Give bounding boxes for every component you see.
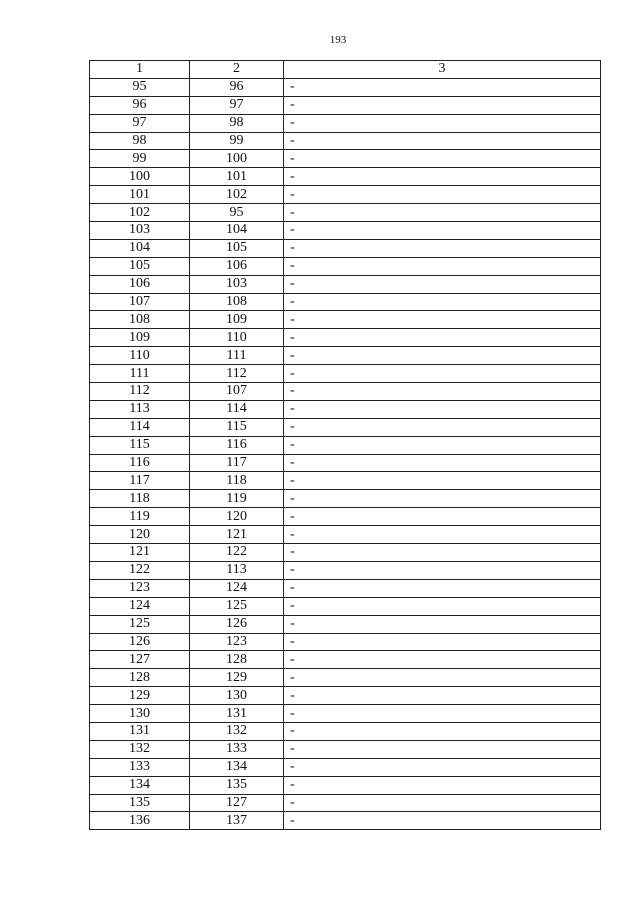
table-cell-col-3: -: [284, 812, 601, 830]
table-cell-col-1: 136: [90, 812, 190, 830]
table-cell-col-3: -: [284, 776, 601, 794]
table-cell-col-2: 121: [190, 526, 284, 544]
table-row: [90, 168, 601, 186]
table-cell-col-1: 116: [90, 454, 190, 472]
table-cell-col-3: -: [284, 740, 601, 758]
table-cell-col-3: -: [284, 633, 601, 651]
table-cell-col-3: -: [284, 293, 601, 311]
table-cell-col-1: 125: [90, 615, 190, 633]
table-cell-col-1: 129: [90, 687, 190, 705]
table-cell-col-2: 125: [190, 597, 284, 615]
table-cell-col-2: 108: [190, 293, 284, 311]
table-cell-col-1: 118: [90, 490, 190, 508]
table-cell-col-2: 118: [190, 472, 284, 490]
table-row: [90, 669, 601, 687]
table-cell-col-1: 109: [90, 329, 190, 347]
table-cell-col-2: 98: [190, 114, 284, 132]
table-cell-col-3: -: [284, 597, 601, 615]
table-cell-col-1: 105: [90, 257, 190, 275]
table-cell-col-3: -: [284, 722, 601, 740]
table-cell-col-2: 97: [190, 96, 284, 114]
table-cell-col-1: 122: [90, 561, 190, 579]
table-cell-col-2: 130: [190, 687, 284, 705]
table-cell-col-3: -: [284, 758, 601, 776]
table-cell-col-1: 100: [90, 168, 190, 186]
column-header-3: 3: [284, 61, 601, 79]
table-cell-col-1: 132: [90, 740, 190, 758]
table-row: [90, 383, 601, 401]
table-cell-col-1: 108: [90, 311, 190, 329]
table-cell-col-3: -: [284, 561, 601, 579]
table-cell-col-2: 114: [190, 400, 284, 418]
table-cell-col-3: -: [284, 508, 601, 526]
table-cell-col-2: 124: [190, 579, 284, 597]
data-table-container: [89, 60, 600, 830]
table-row: [90, 758, 601, 776]
table-cell-col-2: 104: [190, 222, 284, 240]
table-cell-col-3: -: [284, 544, 601, 562]
table-cell-col-2: 134: [190, 758, 284, 776]
table-row: [90, 347, 601, 365]
table-cell-col-1: 114: [90, 418, 190, 436]
table-row: [90, 579, 601, 597]
table-cell-col-2: 119: [190, 490, 284, 508]
table-cell-col-3: -: [284, 383, 601, 401]
table-cell-col-2: 123: [190, 633, 284, 651]
table-cell-col-2: 127: [190, 794, 284, 812]
table-row: [90, 311, 601, 329]
table-cell-col-1: 99: [90, 150, 190, 168]
table-row: [90, 239, 601, 257]
table-cell-col-1: 126: [90, 633, 190, 651]
table-cell-col-2: 122: [190, 544, 284, 562]
table-cell-col-3: -: [284, 454, 601, 472]
table-cell-col-3: -: [284, 705, 601, 723]
table-cell-col-3: -: [284, 239, 601, 257]
table-cell-col-3: -: [284, 651, 601, 669]
table-cell-col-2: 116: [190, 436, 284, 454]
column-header-2: 2: [190, 61, 284, 79]
table-row: [90, 436, 601, 454]
table-cell-col-1: 119: [90, 508, 190, 526]
table-cell-col-3: -: [284, 794, 601, 812]
table-body: [90, 78, 601, 829]
table-cell-col-2: 126: [190, 615, 284, 633]
table-row: [90, 615, 601, 633]
table-row: [90, 687, 601, 705]
table-row: [90, 293, 601, 311]
table-cell-col-2: 133: [190, 740, 284, 758]
table-cell-col-1: 96: [90, 96, 190, 114]
data-table: [89, 60, 601, 830]
table-cell-col-1: 131: [90, 722, 190, 740]
table-cell-col-1: 103: [90, 222, 190, 240]
table-cell-col-1: 115: [90, 436, 190, 454]
table-cell-col-3: -: [284, 186, 601, 204]
table-row: [90, 329, 601, 347]
table-cell-col-1: 107: [90, 293, 190, 311]
table-row: [90, 508, 601, 526]
table-row: [90, 776, 601, 794]
table-row: [90, 544, 601, 562]
table-cell-col-1: 135: [90, 794, 190, 812]
table-cell-col-3: -: [284, 150, 601, 168]
table-row: [90, 114, 601, 132]
table-cell-col-1: 101: [90, 186, 190, 204]
table-row: [90, 705, 601, 723]
table-row: [90, 132, 601, 150]
table-cell-col-2: 106: [190, 257, 284, 275]
table-cell-col-2: 110: [190, 329, 284, 347]
table-cell-col-3: -: [284, 687, 601, 705]
table-cell-col-3: -: [284, 526, 601, 544]
table-cell-col-3: -: [284, 311, 601, 329]
table-cell-col-1: 111: [90, 365, 190, 383]
table-cell-col-3: -: [284, 168, 601, 186]
table-cell-col-1: 110: [90, 347, 190, 365]
table-row: [90, 222, 601, 240]
table-row: [90, 472, 601, 490]
table-cell-col-3: -: [284, 222, 601, 240]
table-cell-col-2: 117: [190, 454, 284, 472]
table-cell-col-2: 109: [190, 311, 284, 329]
table-cell-col-1: 130: [90, 705, 190, 723]
table-cell-col-1: 124: [90, 597, 190, 615]
table-cell-col-3: -: [284, 669, 601, 687]
table-row: [90, 740, 601, 758]
table-cell-col-1: 95: [90, 78, 190, 96]
table-cell-col-3: -: [284, 400, 601, 418]
table-cell-col-2: 115: [190, 418, 284, 436]
table-cell-col-1: 117: [90, 472, 190, 490]
table-row: [90, 186, 601, 204]
table-cell-col-3: -: [284, 347, 601, 365]
table-row: [90, 96, 601, 114]
table-cell-col-2: 137: [190, 812, 284, 830]
table-cell-col-2: 107: [190, 383, 284, 401]
table-row: [90, 651, 601, 669]
table-cell-col-2: 128: [190, 651, 284, 669]
table-cell-col-2: 131: [190, 705, 284, 723]
table-row: [90, 275, 601, 293]
column-header-1: 1: [90, 61, 190, 79]
table-row: [90, 204, 601, 222]
table-cell-col-3: -: [284, 490, 601, 508]
table-row: [90, 597, 601, 615]
table-cell-col-3: -: [284, 78, 601, 96]
table-cell-col-2: 135: [190, 776, 284, 794]
table-cell-col-1: 112: [90, 383, 190, 401]
table-cell-col-1: 102: [90, 204, 190, 222]
table-row: [90, 812, 601, 830]
table-row: [90, 490, 601, 508]
table-cell-col-3: -: [284, 436, 601, 454]
table-row: [90, 418, 601, 436]
table-row: [90, 365, 601, 383]
page-number: 193: [329, 34, 347, 46]
table-cell-col-1: 113: [90, 400, 190, 418]
table-cell-col-2: 105: [190, 239, 284, 257]
table-header-row: [90, 61, 601, 79]
table-cell-col-1: 106: [90, 275, 190, 293]
table-cell-col-2: 100: [190, 150, 284, 168]
table-cell-col-3: -: [284, 365, 601, 383]
table-cell-col-3: -: [284, 257, 601, 275]
table-cell-col-1: 121: [90, 544, 190, 562]
table-cell-col-2: 129: [190, 669, 284, 687]
table-row: [90, 78, 601, 96]
table-cell-col-2: 95: [190, 204, 284, 222]
table-cell-col-1: 134: [90, 776, 190, 794]
table-cell-col-3: -: [284, 275, 601, 293]
table-cell-col-2: 101: [190, 168, 284, 186]
table-cell-col-3: -: [284, 132, 601, 150]
table-cell-col-2: 132: [190, 722, 284, 740]
table-row: [90, 633, 601, 651]
table-cell-col-2: 103: [190, 275, 284, 293]
table-row: [90, 454, 601, 472]
table-cell-col-2: 102: [190, 186, 284, 204]
table-cell-col-2: 113: [190, 561, 284, 579]
table-cell-col-1: 120: [90, 526, 190, 544]
table-row: [90, 526, 601, 544]
table-cell-col-2: 112: [190, 365, 284, 383]
table-cell-col-3: -: [284, 329, 601, 347]
table-cell-col-2: 111: [190, 347, 284, 365]
table-cell-col-1: 128: [90, 669, 190, 687]
table-row: [90, 257, 601, 275]
table-cell-col-3: -: [284, 579, 601, 597]
table-cell-col-3: -: [284, 96, 601, 114]
table-row: [90, 794, 601, 812]
table-row: [90, 561, 601, 579]
table-cell-col-3: -: [284, 418, 601, 436]
table-row: [90, 400, 601, 418]
table-cell-col-1: 97: [90, 114, 190, 132]
table-cell-col-2: 96: [190, 78, 284, 96]
table-cell-col-1: 98: [90, 132, 190, 150]
table-cell-col-1: 104: [90, 239, 190, 257]
table-cell-col-1: 127: [90, 651, 190, 669]
table-cell-col-3: -: [284, 615, 601, 633]
table-cell-col-3: -: [284, 204, 601, 222]
table-cell-col-1: 123: [90, 579, 190, 597]
table-row: [90, 722, 601, 740]
table-cell-col-3: -: [284, 472, 601, 490]
table-cell-col-2: 99: [190, 132, 284, 150]
table-row: [90, 150, 601, 168]
table-cell-col-3: -: [284, 114, 601, 132]
table-cell-col-2: 120: [190, 508, 284, 526]
table-cell-col-1: 133: [90, 758, 190, 776]
